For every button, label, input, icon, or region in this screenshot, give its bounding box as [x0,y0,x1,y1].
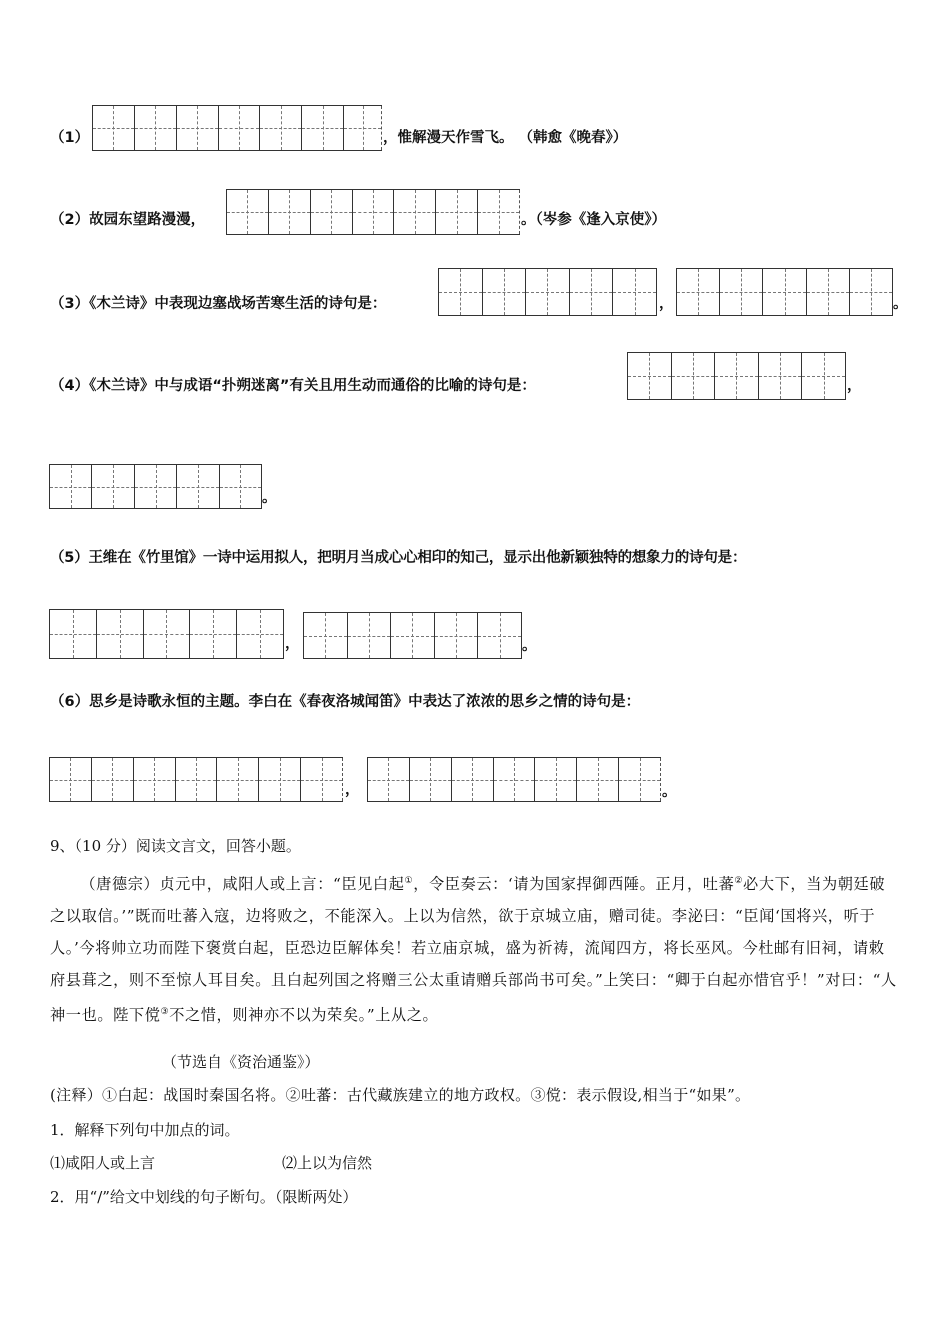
q4-prompt: （4）《木兰诗》中与成语“扑朔迷离”有关且用生动而通俗的比喻的诗句是： [50,378,536,394]
q3-answer-grid-2[interactable] [676,268,893,316]
note-marker-3: ③ [160,1007,170,1018]
q5-answer-grid-2[interactable] [303,612,522,659]
subquestion-2: 2．用“/”给文中划线的句子断句。（限断两处） [50,1188,358,1206]
q5-answer-grid-1[interactable] [49,609,284,659]
q3-prompt: （3）《木兰诗》中表现边塞战场苦寒生活的诗句是： [50,296,387,312]
q6-comma: ， [345,782,360,798]
passage-notes: (注释）①白起：战国时秦国名将。②吐蕃：古代藏族建立的地方政权。③傥：表示假设,相当于“如果”。 [50,1086,751,1104]
q1-answer-grid[interactable] [92,105,382,151]
subquestion-1-b: ⑵上以为信然 [282,1154,373,1172]
note-marker-2: ② [734,876,744,886]
q4-answer-grid-1[interactable] [627,352,846,400]
q2-source: 。（岑参《逢入京使》） [521,212,666,228]
passage-part-2: ，令臣奏云：‘请为国家捍御西陲。正月，吐蕃 [413,875,735,894]
subquestion-1-a: ⑴咸阳人或上言 [50,1154,156,1172]
passage-part-3: 必大下，当为朝廷破之以取信。’”既而吐蕃入寇，边将败之，不能深入。上以为信然，欲于京城立庙，赠司徒。李泌曰：“臣闻‘国将兴，听于人。’今将帅立功而陛下褒赏白起，臣恐边臣解体矣！若立庙京城，盛为祈祷，流闻四方，将长巫风。今杜邮有旧祠，请敕府县葺之，则不至惊人耳目矣。且白起列国之将赠三公太重请赠兵部尚书可矣。”上笑曰：“卿于白起亦惜官乎！”对曰：“人神一也。陛下傥 [50,875,897,1025]
passage-part-1: （唐德宗）贞元中，咸阳人或上言：“臣见白起 [80,875,405,894]
q6-period: 。 [662,784,677,800]
q4-answer-grid-2[interactable] [49,464,262,509]
q2-prompt: （2）故园东望路漫漫， [50,212,206,228]
q6-answer-grid-2[interactable] [367,757,661,802]
q6-prompt: （6）思乡是诗歌永恒的主题。李白在《春夜洛城闻笛》中表达了浓浓的思乡之情的诗句是： [50,694,641,710]
q4-comma: ， [847,378,862,394]
q3-comma: ， [659,296,674,312]
q5-period: 。 [522,638,537,654]
q3-answer-grid-1[interactable] [438,268,657,316]
passage-source: （节选自《资治通鉴》） [162,1053,320,1071]
q3-period: 。 [893,296,908,312]
q1-line-text: ，惟解漫天作雪飞。 （韩愈《晚春》） [383,130,628,146]
passage-part-4: 不之惜，则神亦不以为荣矣。”上从之。 [169,1006,439,1025]
q2-answer-grid[interactable] [226,189,520,235]
reading-passage [50,865,900,1031]
q5-prompt: （5）王维在《竹里馆》一诗中运用拟人，把明月当成心心相印的知己，显示出他新颖独特的想象力的诗句是： [50,550,747,566]
note-marker-1: ① [404,876,414,886]
q5-comma: ， [285,636,300,652]
q4-period: 。 [262,490,277,506]
reading-heading: 9、（10 分）阅读文言文，回答小题。 [50,837,301,855]
q1-number: （1） [50,130,90,146]
q6-answer-grid-1[interactable] [49,757,343,802]
subquestion-1: 1．解释下列句中加点的词。 [50,1121,240,1139]
